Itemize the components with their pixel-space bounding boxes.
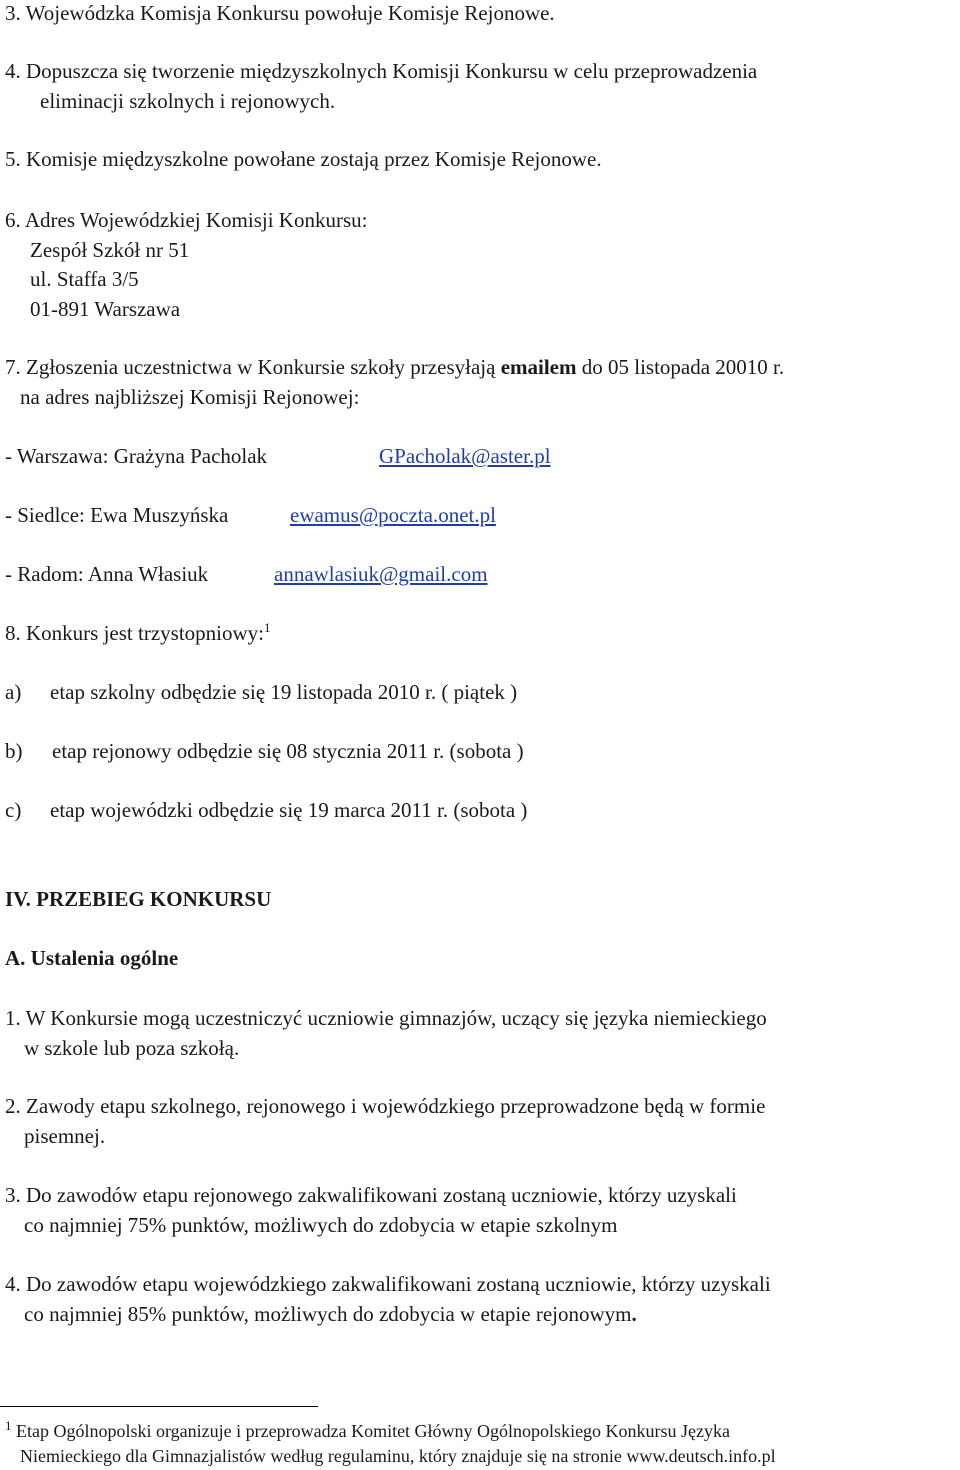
contact-email-link[interactable]: annawlasiuk@gmail.com [274, 562, 488, 586]
contact-label: - Warszawa: Grażyna Pacholak [5, 444, 268, 468]
stage-text: etap szkolny odbędzie się 19 listopada 2010 r. ( piątek ) [50, 680, 518, 704]
rule-4-line-2-text: co najmniej 85% punktów, możliwych do zdobycia w etapie rejonowym [24, 1302, 632, 1326]
footnote-marker: 1 [5, 1418, 12, 1433]
rule-3-line-2: co najmniej 75% punktów, możliwych do zdobycia w etapie szkolnym [24, 1213, 618, 1237]
rule-3-line-1: 3. Do zawodów etapu rejonowego zakwalifikowani zostaną uczniowie, którzy uzyskali [5, 1183, 737, 1207]
rule-2-line-2: pisemnej. [24, 1124, 106, 1148]
footnote-line-1 [5, 1418, 730, 1444]
footnote-separator [0, 1406, 318, 1407]
stage-letter: c) [5, 798, 22, 822]
item-6-city: 01-891 Warszawa [30, 297, 181, 321]
item-7-line-1 [5, 354, 784, 380]
item-6-line-1: 6. Adres Wojewódzkiej Komisji Konkursu: [5, 208, 368, 232]
item-8-text: 8. Konkurs jest trzystopniowy: [5, 621, 264, 645]
item-6-street: ul. Staffa 3/5 [30, 267, 139, 291]
rule-1-line-2: w szkole lub poza szkołą. [24, 1036, 240, 1060]
contact-email-link[interactable]: GPacholak@aster.pl [379, 444, 551, 468]
item-5: 5. Komisje międzyszkolne powołane zostają przez Komisje Rejonowe. [5, 147, 602, 171]
contact-email-link[interactable]: ewamus@poczta.onet.pl [290, 503, 496, 527]
stage-text: etap wojewódzki odbędzie się 19 marca 2011 r. (sobota ) [50, 798, 528, 822]
item-8 [5, 620, 270, 646]
section-heading: IV. PRZEBIEG KONKURSU [5, 887, 272, 911]
item-3: 3. Wojewódzka Komisja Konkursu powołuje Komisje Rejonowe. [5, 1, 555, 25]
item-4-line-2: eliminacji szkolnych i rejonowych. [40, 89, 336, 113]
item-6-school: Zespół Szkół nr 51 [30, 238, 190, 262]
rule-4-line-2 [24, 1301, 637, 1327]
item-7-text-post: do 05 listopada 20010 r. [576, 355, 785, 379]
stage-letter: b) [5, 739, 23, 763]
rule-4-line-1: 4. Do zawodów etapu wojewódzkiego zakwalifikowani zostaną uczniowie, którzy uzyskali [5, 1272, 771, 1296]
rule-4-end: . [631, 1302, 637, 1326]
footnote-text-1: Etap Ogólnopolski organizuje i przeprowadza Komitet Główny Ogólnopolskiego Konkursu Języka [11, 1421, 731, 1441]
item-7-text-pre: 7. Zgłoszenia uczestnictwa w Konkursie szkoły przesyłają [5, 355, 501, 379]
stage-text: etap rejonowy odbędzie się 08 stycznia 2011 r. (sobota ) [52, 739, 524, 763]
item-7-line-2: na adres najbliższej Komisji Rejonowej: [20, 385, 360, 409]
item-7-text-bold: emailem [500, 355, 577, 379]
rule-2-line-1: 2. Zawody etapu szkolnego, rejonowego i wojewódzkiego przeprowadzone będą w formie [5, 1094, 766, 1118]
section-subheading: A. Ustalenia ogólne [5, 946, 179, 970]
contact-label: - Radom: Anna Własiuk [5, 562, 209, 586]
rule-1-line-1: 1. W Konkursie mogą uczestniczyć uczniowie gimnazjów, uczący się języka niemieckiego [5, 1006, 767, 1030]
stage-letter: a) [5, 680, 22, 704]
footnote-ref[interactable]: 1 [263, 620, 271, 635]
footnote-line-2: Niemieckiego dla Gimnazjalistów według regulaminu, który znajduje się na stronie www.deutsch.info.pl [20, 1446, 776, 1466]
contact-label: - Siedlce: Ewa Muszyńska [5, 503, 229, 527]
item-4-line-1: 4. Dopuszcza się tworzenie międzyszkolnych Komisji Konkursu w celu przeprowadzenia [5, 59, 758, 83]
